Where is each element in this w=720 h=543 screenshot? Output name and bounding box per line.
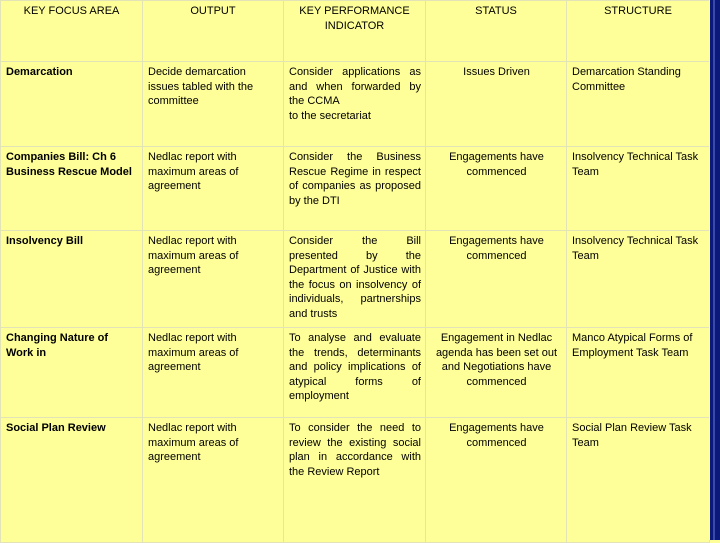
table-row xyxy=(1,147,710,231)
cell-key-focus-area: Social Plan Review xyxy=(1,418,143,543)
header-output: OUTPUT xyxy=(143,1,284,62)
cell-status: Engagements have commenced xyxy=(426,231,567,328)
cell-output: Decide demarcation issues tabled with the committee xyxy=(143,62,284,147)
right-edge-stripe-highlight xyxy=(713,0,715,540)
cell-kpi: To analyse and evaluate the trends, determinants and policy implications of atypical forms of employment xyxy=(284,328,426,418)
kpi-line: to the secretariat xyxy=(289,109,371,122)
cell-structure: Insolvency Technical Task Team xyxy=(567,231,710,328)
table-header-row xyxy=(1,1,710,62)
header-structure: STRUCTURE xyxy=(567,1,710,62)
header-kpi xyxy=(284,1,426,62)
table-row xyxy=(1,418,710,543)
table-row xyxy=(1,328,710,418)
cell-output: Nedlac report with maximum areas of agreement xyxy=(143,328,284,418)
cell-kpi: Consider the Bill presented by the Department of Justice with the focus on insolvency of individuals, partnerships and trusts xyxy=(284,231,426,328)
cell-output: Nedlac report with maximum areas of agreement xyxy=(143,418,284,543)
cell-key-focus-area: Companies Bill: Ch 6 Business Rescue Model xyxy=(1,147,143,231)
cell-status: Issues Driven xyxy=(426,62,567,147)
cell-output: Nedlac report with maximum areas of agreement xyxy=(143,231,284,328)
header-kpi-line-2: INDICATOR xyxy=(324,19,385,32)
cell-key-focus-area: Insolvency Bill xyxy=(1,231,143,328)
kpi-line: Consider applications as and when forwarded by the CCMA xyxy=(289,66,421,107)
cell-status: Engagements have commenced xyxy=(426,418,567,543)
cell-structure: Demarcation Standing Committee xyxy=(567,62,710,147)
cell-status: Engagement in Nedlac agenda has been set out and Negotiations have commenced xyxy=(426,328,567,418)
cell-key-focus-area: Demarcation xyxy=(1,62,143,147)
right-edge-stripe xyxy=(709,0,720,540)
cell-status: Engagements have commenced xyxy=(426,147,567,231)
header-key-focus-area: KEY FOCUS AREA xyxy=(1,1,143,62)
header-status: STATUS xyxy=(426,1,567,62)
cell-structure: Insolvency Technical Task Team xyxy=(567,147,710,231)
cell-kpi: Consider the Business Rescue Regime in respect of companies as proposed by the DTI xyxy=(284,147,426,231)
cell-key-focus-area: Changing Nature of Work in xyxy=(1,328,143,418)
cell-structure: Social Plan Review Task Team xyxy=(567,418,710,543)
cell-output: Nedlac report with maximum areas of agreement xyxy=(143,147,284,231)
table-row xyxy=(1,231,710,328)
cell-structure: Manco Atypical Forms of Employment Task Team xyxy=(567,328,710,418)
table-row xyxy=(1,62,710,147)
header-kpi-line-1: KEY PERFORMANCE xyxy=(299,5,410,17)
cell-kpi xyxy=(284,62,426,147)
cell-kpi: To consider the need to review the existing social plan in accordance with the Review Report xyxy=(284,418,426,543)
